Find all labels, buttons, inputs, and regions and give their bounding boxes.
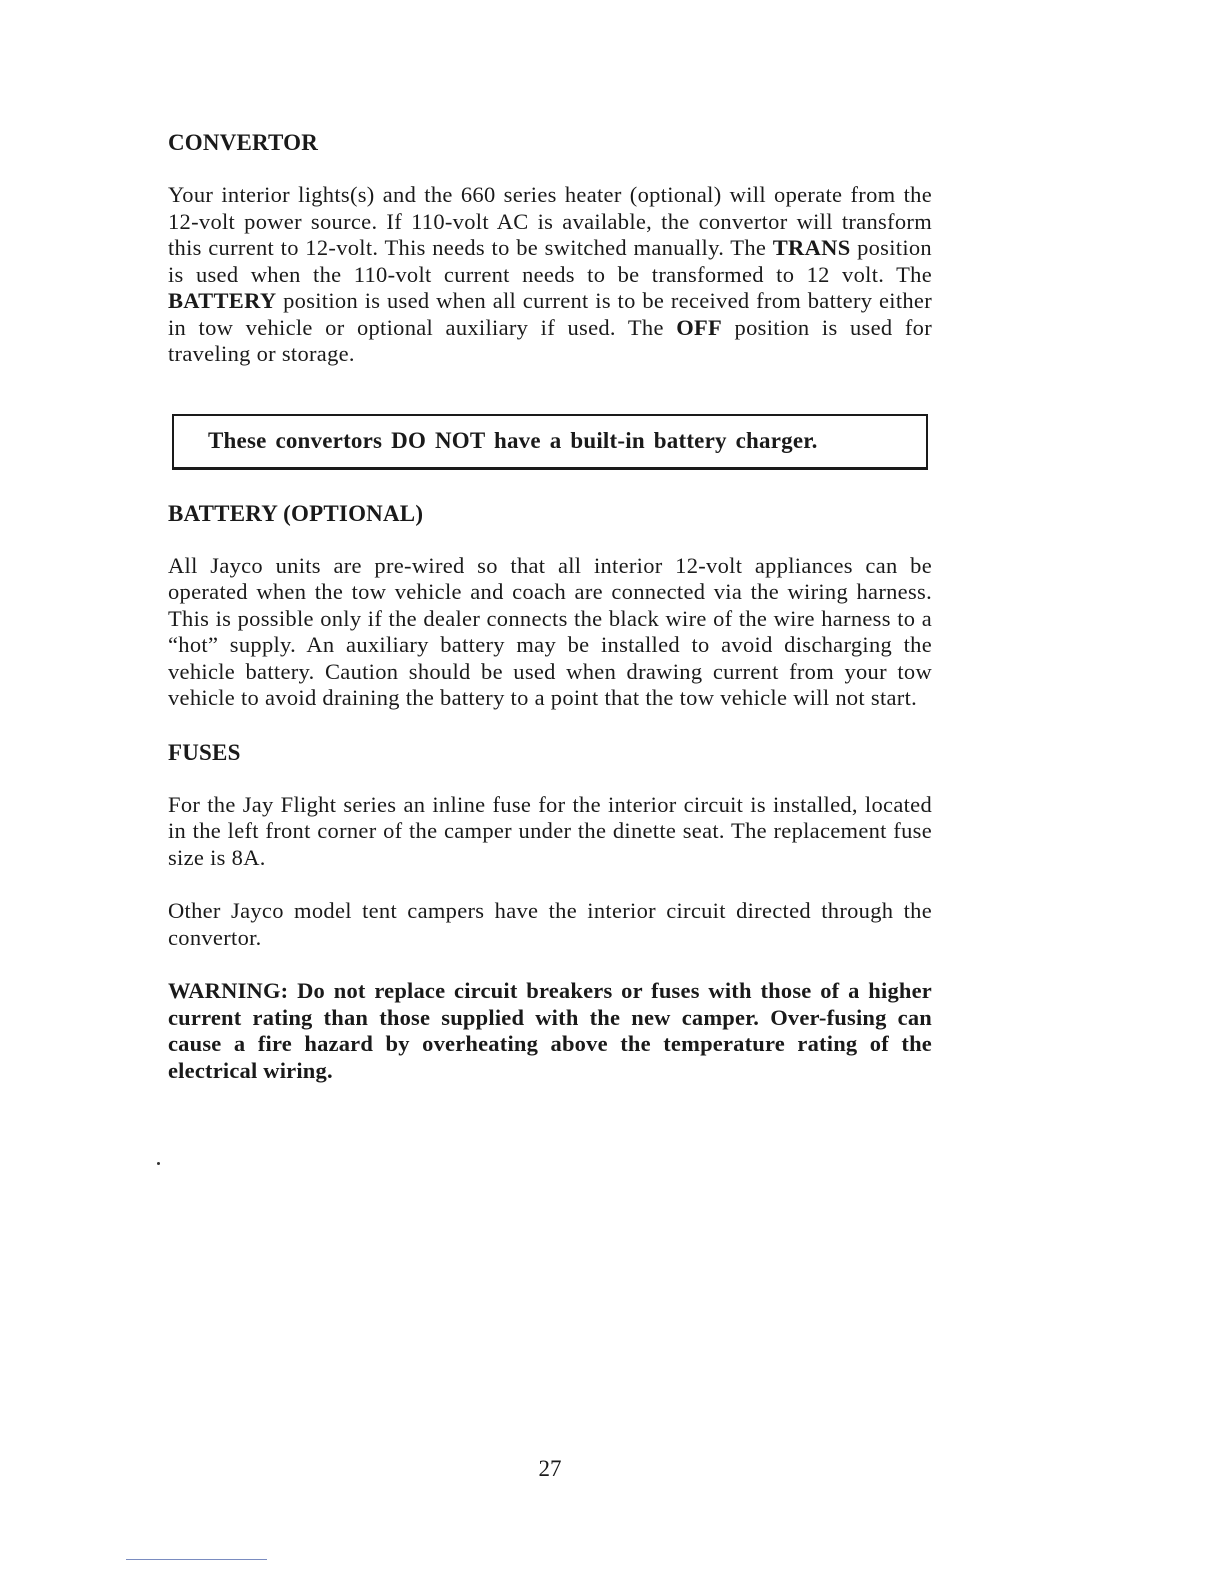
convertor-heading: CONVERTOR <box>168 130 319 155</box>
notice-text: These convertors DO NOT have a built-in battery charger. <box>208 428 818 453</box>
fuse-warning: WARNING: Do not replace circuit breakers or fuses with those of a higher current rating than those supplied with the new camper. Over-fusing can cause a fire hazard by overheating above the temperature rating of the electrical wiring. <box>168 978 932 1083</box>
convertor-bold-battery: BATTERY <box>168 288 277 313</box>
footer-rule <box>126 1559 267 1560</box>
convertor-text-3: position is used when all current is to be received from battery either in tow vehicle or optional auxiliary if used. The <box>168 288 932 340</box>
scan-speck <box>157 1162 160 1165</box>
convertor-text-1: Your interior lights(s) and the 660 series heater (optional) will operate from the 12-volt power source. If 110-volt AC is available, the convertor will transform this current to 12-volt. This needs to be switched manually. The <box>168 182 932 260</box>
fuses-paragraph-1: For the Jay Flight series an inline fuse for the interior circuit is installed, located in the left front corner of the camper under the dinette seat. The replacement fuse size is 8A. <box>168 791 932 870</box>
page-number: 27 <box>538 1456 562 1481</box>
convertor-bold-off: OFF <box>676 314 723 340</box>
convertor-bold-trans: TRANS <box>772 235 851 260</box>
convertor-text-4: position is used for traveling or storage. <box>168 314 932 366</box>
notice-box <box>172 414 928 470</box>
fuses-paragraph-2: Other Jayco model tent campers have the interior circuit directed through the convertor. <box>168 898 932 950</box>
battery-heading: BATTERY (OPTIONAL) <box>168 500 424 526</box>
page-content <box>168 128 932 1084</box>
fuses-heading: FUSES <box>168 739 241 765</box>
convertor-paragraph <box>168 182 932 368</box>
convertor-text-2: position is used when the 110-volt current needs to be transformed to 12 volt. The <box>168 235 932 287</box>
battery-paragraph: All Jayco units are pre-wired so that all interior 12-volt appliances can be operated when the tow vehicle and coach are connected via the wiring harness. This is possible only if the dealer connects the black wire of the wire harness to a “hot” supply. An auxiliary battery may be installed to avoid discharging the vehicle battery. Caution should be used when drawing current from your tow vehicle to avoid draining the battery to a point that the tow vehicle will not start. <box>168 552 932 710</box>
